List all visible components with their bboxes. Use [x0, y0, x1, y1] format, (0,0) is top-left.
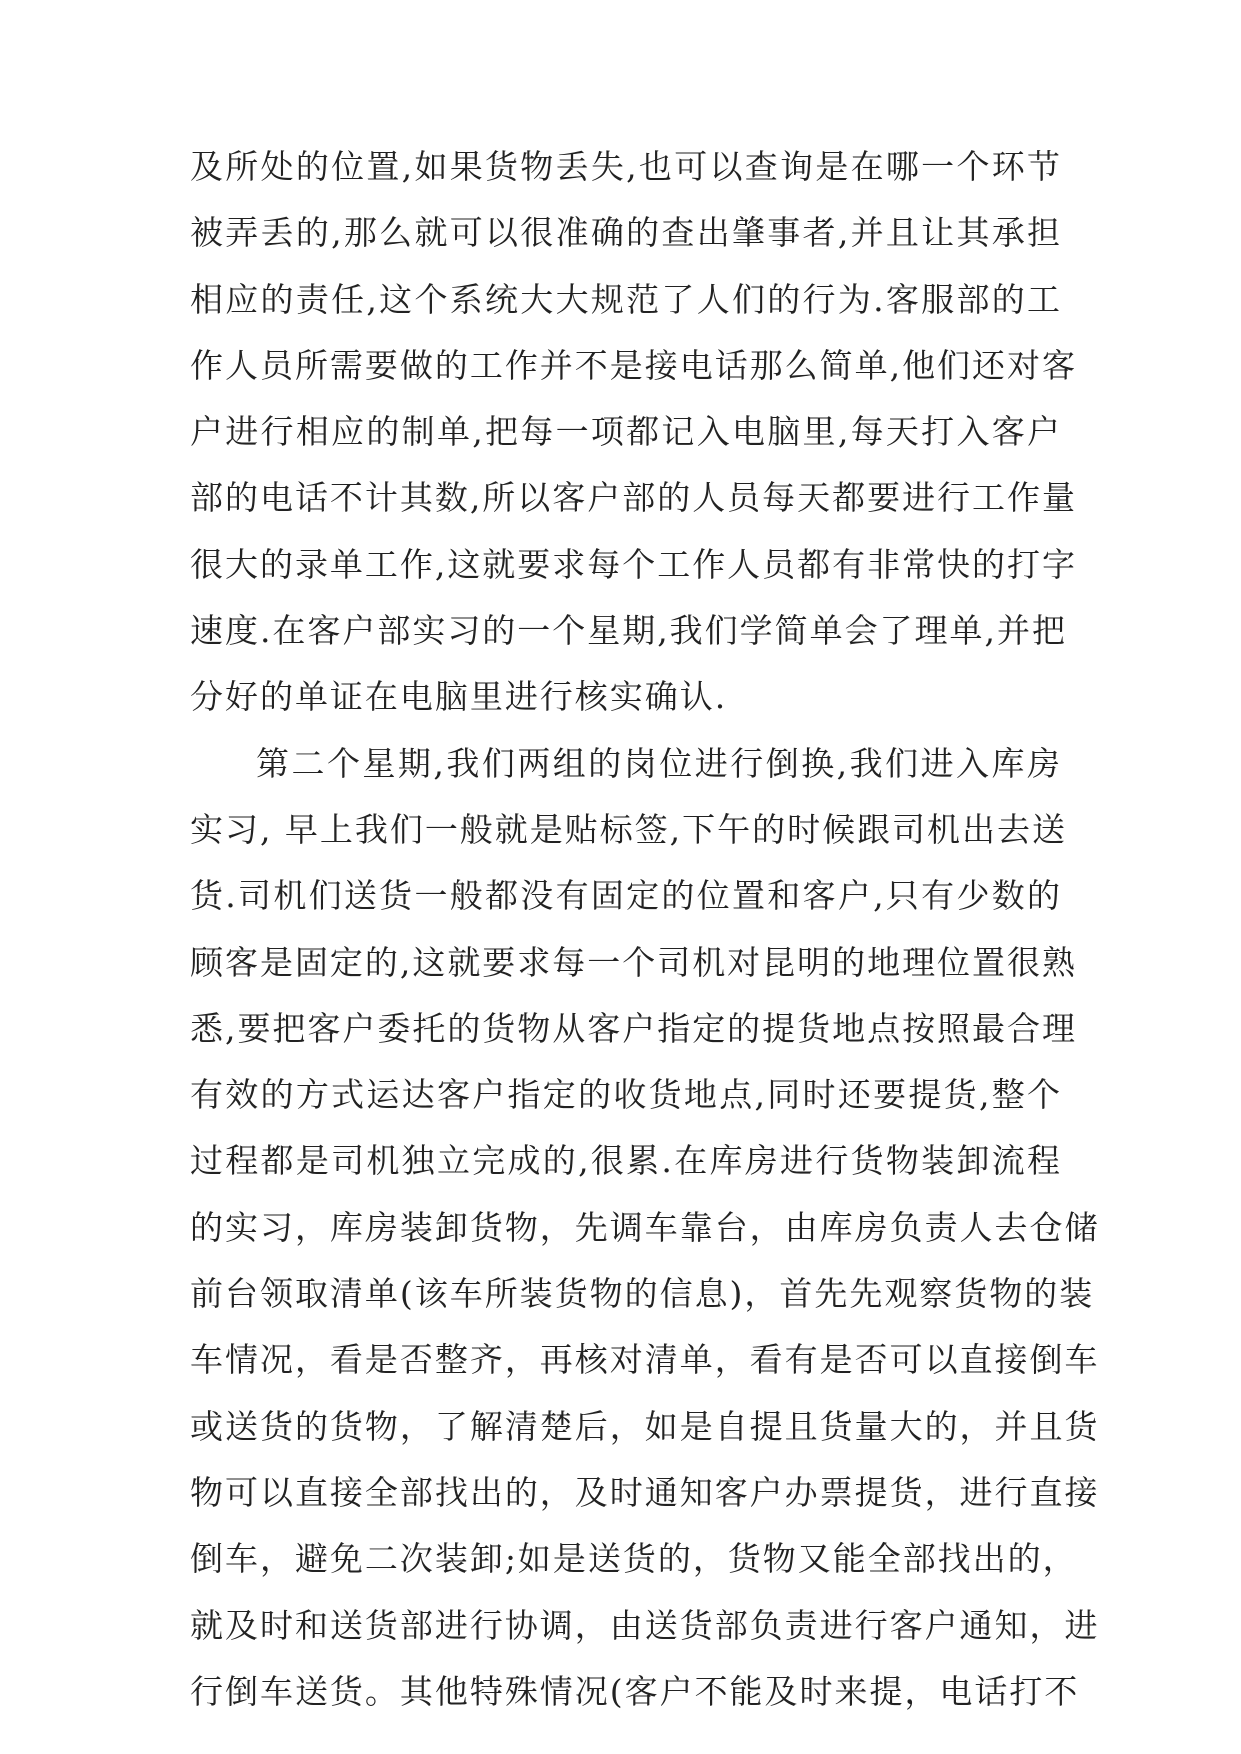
text-line: 实习, 早上我们一般就是贴标签,下午的时候跟司机出去送: [190, 809, 1067, 849]
text-line: 的实习，库房装卸货物，先调车靠台，由库房负责人去仓储: [190, 1207, 1100, 1247]
paragraph-start-line: 第二个星期,我们两组的岗位进行倒换,我们进入库房: [256, 743, 1062, 783]
text-line: 相应的责任,这个系统大大规范了人们的行为.客服部的工: [190, 279, 1062, 319]
text-line: 货.司机们送货一般都没有固定的位置和客户,只有少数的: [190, 876, 1062, 916]
text-line: 被弄丢的,那么就可以很准确的查出肇事者,并且让其承担: [190, 213, 1062, 253]
text-line: 部的电话不计其数,所以客户部的人员每天都要进行工作量: [190, 478, 1077, 518]
paragraph-end-line: 分好的单证在电脑里进行核实确认.: [190, 677, 728, 717]
text-line: 车情况，看是否整齐，再核对清单，看有是否可以直接倒车: [190, 1340, 1100, 1380]
text-line: 作人员所需要做的工作并不是接电话那么简单,他们还对客: [190, 345, 1077, 385]
text-line: 很大的录单工作,这就要求每个工作人员都有非常快的打字: [190, 544, 1077, 584]
text-line: 悉,要把客户委托的货物从客户指定的提货地点按照最合理: [190, 1008, 1077, 1048]
text-line: 或送货的货物，了解清楚后，如是自提且货量大的，并且货: [190, 1406, 1100, 1446]
body-text: [190, 134, 1100, 1725]
text-line: 顾客是固定的,这就要求每一个司机对昆明的地理位置很熟: [190, 942, 1077, 982]
text-line: 速度.在客户部实习的一个星期,我们学简单会了理单,并把: [190, 611, 1067, 651]
text-line: 倒车，避免二次装卸;如是送货的，货物又能全部找出的，: [190, 1539, 1078, 1579]
text-line: 户进行相应的制单,把每一项都记入电脑里,每天打入客户: [190, 412, 1062, 452]
text-line: 就及时和送货部进行协调，由送货部负责进行客户通知，进: [190, 1605, 1100, 1645]
text-line: 行倒车送货。其他特殊情况(客户不能及时来提，电话打不: [190, 1671, 1080, 1711]
text-line: 物可以直接全部找出的，及时通知客户办票提货，进行直接: [190, 1472, 1100, 1512]
text-line: 及所处的位置,如果货物丢失,也可以查询是在哪一个环节: [190, 147, 1062, 186]
text-line: 过程都是司机独立完成的,很累.在库房进行货物装卸流程: [190, 1141, 1062, 1181]
text-line: 前台领取清单(该车所装货物的信息)，首先先观察货物的装: [190, 1274, 1095, 1314]
text-line: 有效的方式运达客户指定的收货地点,同时还要提货,整个: [190, 1075, 1062, 1115]
